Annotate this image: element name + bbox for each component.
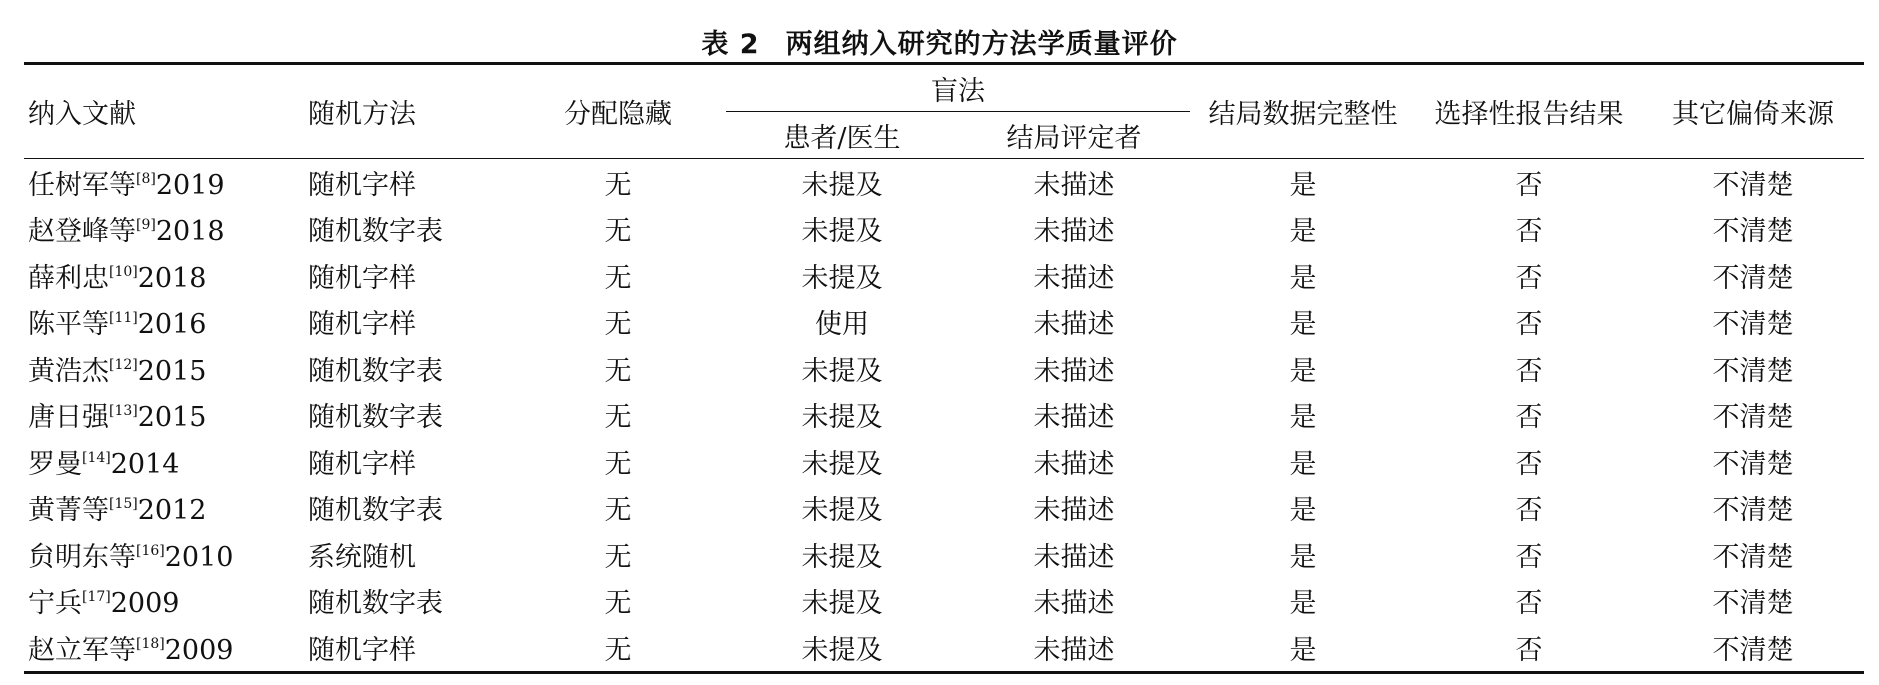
cell-allocation: 无 [604,262,632,294]
cell-other-bias: 不清楚 [1712,262,1794,294]
cell-randomization: 随机数字表 [308,402,443,434]
cell-other-bias: 不清楚 [1712,355,1794,387]
cell-study [24,531,292,578]
table-row [24,485,1864,532]
cell-blinding-patient: 未提及 [801,541,883,573]
study-year: 2010 [164,541,234,573]
cell-blinding-patient: 未提及 [801,448,883,480]
cell-allocation: 无 [604,541,632,573]
cell-outcome-data: 是 [1289,309,1317,341]
study-year: 2014 [110,448,180,480]
cell-allocation: 无 [604,495,632,527]
cell-randomization: 随机字样 [308,448,416,480]
cell-other-bias: 不清楚 [1712,541,1794,573]
cell-allocation: 无 [604,634,632,666]
table-row [24,578,1864,625]
cell-blinding-patient: 未提及 [801,588,883,620]
cell-study [24,578,292,625]
cell-blinding-patient: 未提及 [801,216,883,248]
study-author: 陈平等 [28,309,109,341]
cell-randomization: 随机数字表 [308,495,443,527]
table-row [24,438,1864,485]
table-row [24,624,1864,672]
cell-blinding-assessor: 未描述 [1033,262,1115,294]
cell-blinding-patient: 未提及 [801,262,883,294]
cell-selective-report: 否 [1515,634,1543,666]
cell-blinding-assessor: 未描述 [1033,541,1115,573]
study-reference: [10] [109,263,138,280]
cell-randomization: 随机数字表 [308,588,443,620]
cell-blinding-assessor: 未描述 [1033,495,1115,527]
study-author: 黄浩杰 [28,355,109,387]
table-row [24,159,1864,206]
header-blinding-patient: 患者/医生 [726,112,958,159]
study-author: 罗曼 [28,448,82,480]
header-outcome-data: 结局数据完整性 [1190,64,1416,159]
cell-allocation: 无 [604,355,632,387]
study-reference: [14] [82,449,111,466]
header-blinding: 盲法 [726,64,1190,112]
study-year: 2019 [155,169,225,201]
cell-outcome-data: 是 [1289,402,1317,434]
cell-blinding-patient: 未提及 [801,402,883,434]
cell-other-bias: 不清楚 [1712,309,1794,341]
cell-other-bias: 不清楚 [1712,169,1794,201]
cell-blinding-assessor: 未描述 [1033,216,1115,248]
cell-blinding-assessor: 未描述 [1033,309,1115,341]
cell-other-bias: 不清楚 [1712,495,1794,527]
cell-outcome-data: 是 [1289,262,1317,294]
study-reference: [8] [136,170,156,187]
cell-allocation: 无 [604,169,632,201]
cell-other-bias: 不清楚 [1712,216,1794,248]
header-blinding-assessor: 结局评定者 [958,112,1190,159]
cell-study [24,624,292,672]
study-reference: [12] [109,356,138,373]
table-title: 两组纳入研究的方法学质量评价 [785,29,1178,60]
cell-randomization: 随机字样 [308,634,416,666]
cell-selective-report: 否 [1515,169,1543,201]
table-row [24,252,1864,299]
table-row [24,206,1864,253]
table-number: 表 2 [701,29,760,60]
header-allocation: 分配隐藏 [510,64,726,159]
study-year: 2016 [137,309,207,341]
study-author: 黄菁等 [28,495,109,527]
study-year: 2018 [155,216,225,248]
cell-randomization: 随机字样 [308,309,416,341]
cell-allocation: 无 [604,588,632,620]
cell-allocation: 无 [604,448,632,480]
cell-randomization: 系统随机 [308,541,416,573]
study-author: 赵登峰等 [28,216,136,248]
cell-allocation: 无 [604,402,632,434]
cell-outcome-data: 是 [1289,541,1317,573]
cell-outcome-data: 是 [1289,355,1317,387]
cell-selective-report: 否 [1515,355,1543,387]
table-row [24,345,1864,392]
cell-blinding-assessor: 未描述 [1033,402,1115,434]
study-reference: [15] [109,496,138,513]
cell-blinding-patient: 未提及 [801,169,883,201]
cell-allocation: 无 [604,216,632,248]
cell-randomization: 随机字样 [308,262,416,294]
table-body [24,159,1864,673]
study-year: 2012 [137,495,207,527]
cell-outcome-data: 是 [1289,169,1317,201]
cell-blinding-assessor: 未描述 [1033,634,1115,666]
cell-outcome-data: 是 [1289,634,1317,666]
cell-selective-report: 否 [1515,588,1543,620]
cell-selective-report: 否 [1515,262,1543,294]
cell-selective-report: 否 [1515,402,1543,434]
study-reference: [13] [109,403,138,420]
table-row [24,531,1864,578]
cell-selective-report: 否 [1515,216,1543,248]
cell-other-bias: 不清楚 [1712,634,1794,666]
study-year: 2009 [110,588,180,620]
cell-blinding-patient: 未提及 [801,495,883,527]
table-row [24,392,1864,439]
study-reference: [9] [136,217,156,234]
study-year: 2018 [137,262,207,294]
cell-blinding-patient: 未提及 [801,355,883,387]
header-randomization: 随机方法 [292,64,510,159]
study-author: 宁兵 [28,588,82,620]
cell-blinding-assessor: 未描述 [1033,448,1115,480]
cell-other-bias: 不清楚 [1712,448,1794,480]
cell-outcome-data: 是 [1289,495,1317,527]
study-author: 唐日强 [28,402,109,434]
header-other-bias: 其它偏倚来源 [1642,64,1864,159]
table-row [24,299,1864,346]
table-header [24,64,1864,159]
cell-study [24,345,292,392]
cell-study [24,206,292,253]
cell-outcome-data: 是 [1289,216,1317,248]
cell-outcome-data: 是 [1289,448,1317,480]
cell-study [24,392,292,439]
cell-blinding-assessor: 未描述 [1033,355,1115,387]
cell-selective-report: 否 [1515,448,1543,480]
cell-blinding-assessor: 未描述 [1033,169,1115,201]
cell-randomization: 随机数字表 [308,355,443,387]
study-reference: [18] [136,635,165,652]
cell-randomization: 随机字样 [308,169,416,201]
cell-outcome-data: 是 [1289,588,1317,620]
study-reference: [16] [136,542,165,559]
quality-assessment-table [24,62,1864,674]
cell-selective-report: 否 [1515,309,1543,341]
study-year: 2009 [164,634,234,666]
cell-other-bias: 不清楚 [1712,588,1794,620]
study-year: 2015 [137,355,207,387]
study-author: 贠明东等 [28,541,136,573]
cell-blinding-patient: 使用 [815,309,869,341]
study-author: 任树军等 [28,169,136,201]
cell-study [24,485,292,532]
header-selective-report: 选择性报告结果 [1416,64,1642,159]
table-caption [0,22,1879,61]
cell-study [24,252,292,299]
header-study: 纳入文献 [24,64,292,159]
cell-selective-report: 否 [1515,495,1543,527]
study-year: 2015 [137,402,207,434]
study-author: 薛利忠 [28,262,109,294]
cell-study [24,299,292,346]
cell-study [24,159,292,206]
study-reference: [17] [82,589,111,606]
cell-other-bias: 不清楚 [1712,402,1794,434]
cell-randomization: 随机数字表 [308,216,443,248]
cell-blinding-patient: 未提及 [801,634,883,666]
cell-study [24,438,292,485]
cell-allocation: 无 [604,309,632,341]
cell-selective-report: 否 [1515,541,1543,573]
study-reference: [11] [109,310,138,327]
study-author: 赵立军等 [28,634,136,666]
cell-blinding-assessor: 未描述 [1033,588,1115,620]
